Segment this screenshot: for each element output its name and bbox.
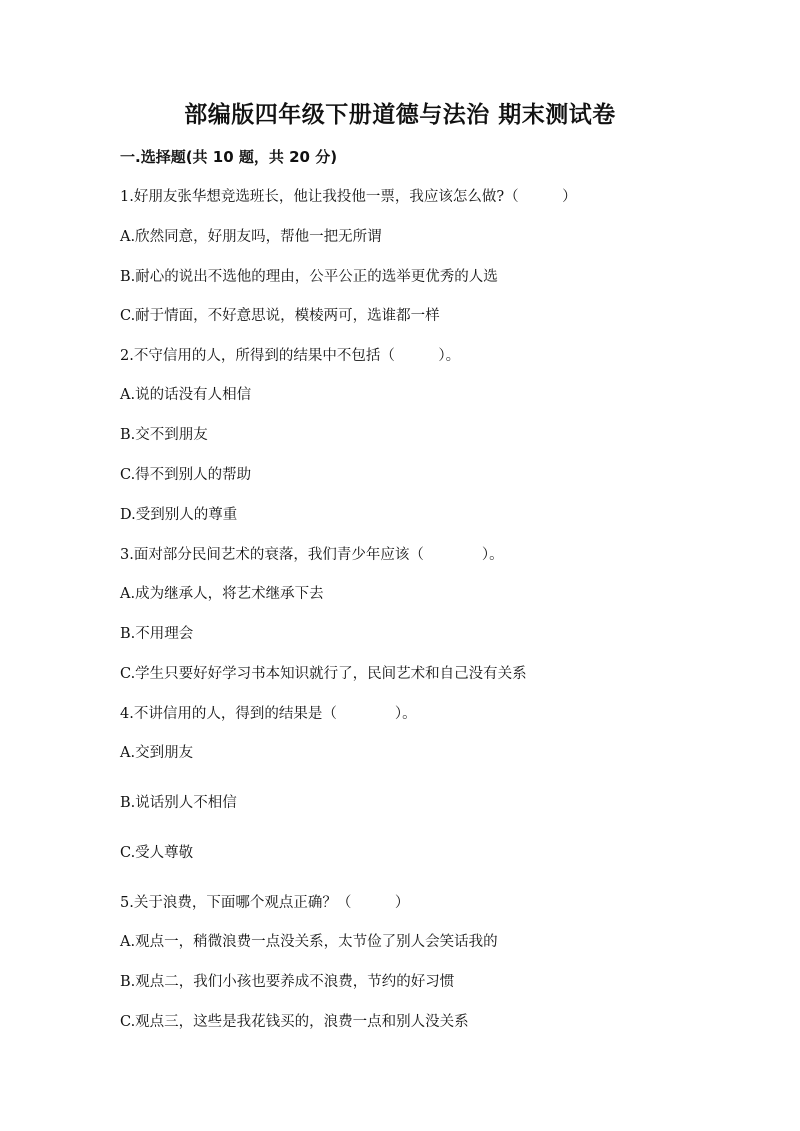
question-2-option-c: C.得不到别人的帮助 (120, 467, 252, 483)
question-4-option-c: C.受人尊敬 (120, 845, 194, 861)
question-5-stem: 5.关于浪费，下面哪个观点正确？（ ） (120, 895, 410, 911)
question-3-stem: 3.面对部分民间艺术的衰落，我们青少年应该（ ）。 (120, 547, 504, 563)
question-2-option-d: D.受到别人的尊重 (120, 507, 238, 523)
question-2-stem: 2.不守信用的人，所得到的结果中不包括（ ）。 (120, 348, 461, 364)
question-3-option-b: B.不用理会 (120, 626, 194, 642)
page-title: 部编版四年级下册道德与法治 期末测试卷 (184, 102, 616, 128)
question-5-option-a: A.观点一，稍微浪费一点没关系，太节俭了别人会笑话我的 (120, 934, 498, 950)
question-4-option-b: B.说话别人不相信 (120, 795, 237, 811)
question-3-option-c: C.学生只要好好学习书本知识就行了，民间艺术和自己没有关系 (120, 666, 527, 682)
question-1-stem: 1.好朋友张华想竞选班长，他让我投他一票，我应该怎么做?（ ） (120, 189, 577, 205)
question-2-option-a: A.说的话没有人相信 (120, 387, 252, 403)
question-2-option-b: B.交不到朋友 (120, 427, 208, 443)
question-1-option-a: A.欣然同意，好朋友吗，帮他一把无所谓 (120, 229, 382, 245)
question-1-option-c: C.耐于情面，不好意思说，模棱两可，选谁都一样 (120, 308, 440, 324)
question-5-option-c: C.观点三，这些是我花钱买的，浪费一点和别人没关系 (120, 1014, 469, 1030)
section-heading: 一.选择题(共 10 题，共 20 分) (120, 148, 338, 166)
question-4-option-a: A.交到朋友 (120, 745, 194, 761)
question-1-option-b: B.耐心的说出不选他的理由，公平公正的选举更优秀的人选 (120, 269, 498, 285)
question-5-option-b: B.观点二，我们小孩也要养成不浪费，节约的好习惯 (120, 974, 455, 990)
question-3-option-a: A.成为继承人，将艺术继承下去 (120, 586, 324, 602)
question-4-stem: 4.不讲信用的人，得到的结果是（ ）。 (120, 706, 417, 722)
